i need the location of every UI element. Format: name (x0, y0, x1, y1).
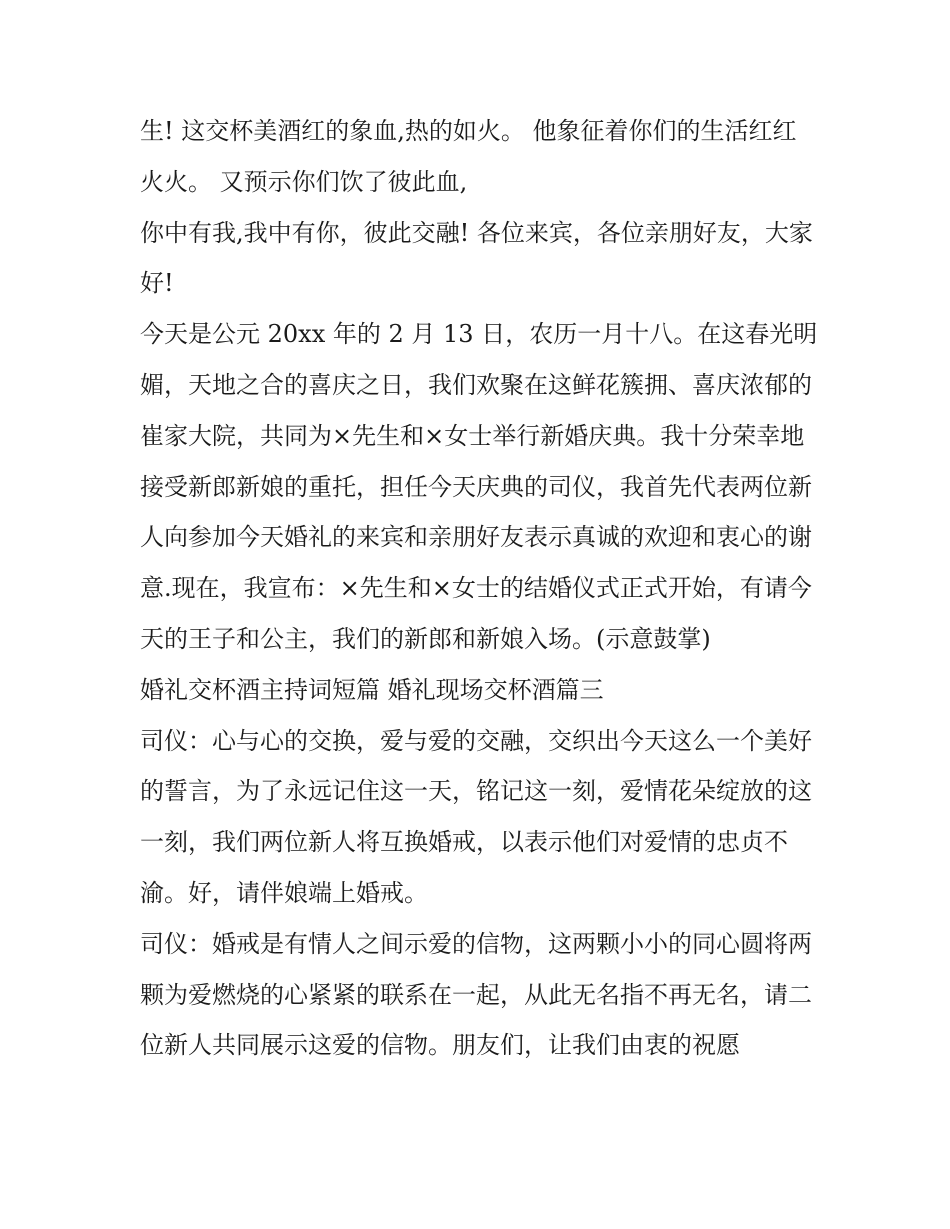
paragraph-toast-blood: 生! 这交杯美酒红的象血,热的如火。 他象征着你们的生活红红火火。 又预示你们饮了彼此血, (140, 117, 797, 196)
paragraph-ring-exchange: 司仪：心与心的交换，爱与爱的交融，交织出今天这么一个美好的誓言，为了永远记住这一天，铭记这一刻，爱情花朵绽放的这一刻，我们两位新人将互换婚戒，以表示他们对爱情的忠贞不渝。好，请伴娘端上婚戒。 (140, 726, 812, 907)
document-body (140, 106, 820, 1071)
section-heading: 婚礼交杯酒主持词短篇 婚礼现场交杯酒篇三 (140, 675, 604, 704)
paragraph-greeting: 你中有我,我中有你，彼此交融! 各位来宾，各位亲朋好友，大家好! (140, 218, 813, 298)
paragraph-ceremony-opening: 今天是公元 20xx 年的 2 月 13 日，农历一月十八。在这春光明媚，天地之合的喜庆之日，我们欢聚在这鲜花簇拥、喜庆浓郁的崔家大院，共同为×先生和×女士举行新婚庆典。我十分荣幸地接受新郎新娘的重托，担任今天庆典的司仪，我首先代表两位新人向参加今天婚礼的来宾和亲朋好友表示真诚的欢迎和衷心的谢意.现在，我宣布：×先生和×女士的结婚仪式正式开始，有请今天的王子和公主，我们的新郎和新娘入场。(示意鼓掌) (140, 320, 818, 653)
paragraph-ring-token: 司仪：婚戒是有情人之间示爱的信物，这两颗小小的同心圆将两颗为爱燃烧的心紧紧的联系在一起，从此无名指不再无名，请二位新人共同展示这爱的信物。朋友们，让我们由衷的祝愿 (140, 929, 812, 1060)
